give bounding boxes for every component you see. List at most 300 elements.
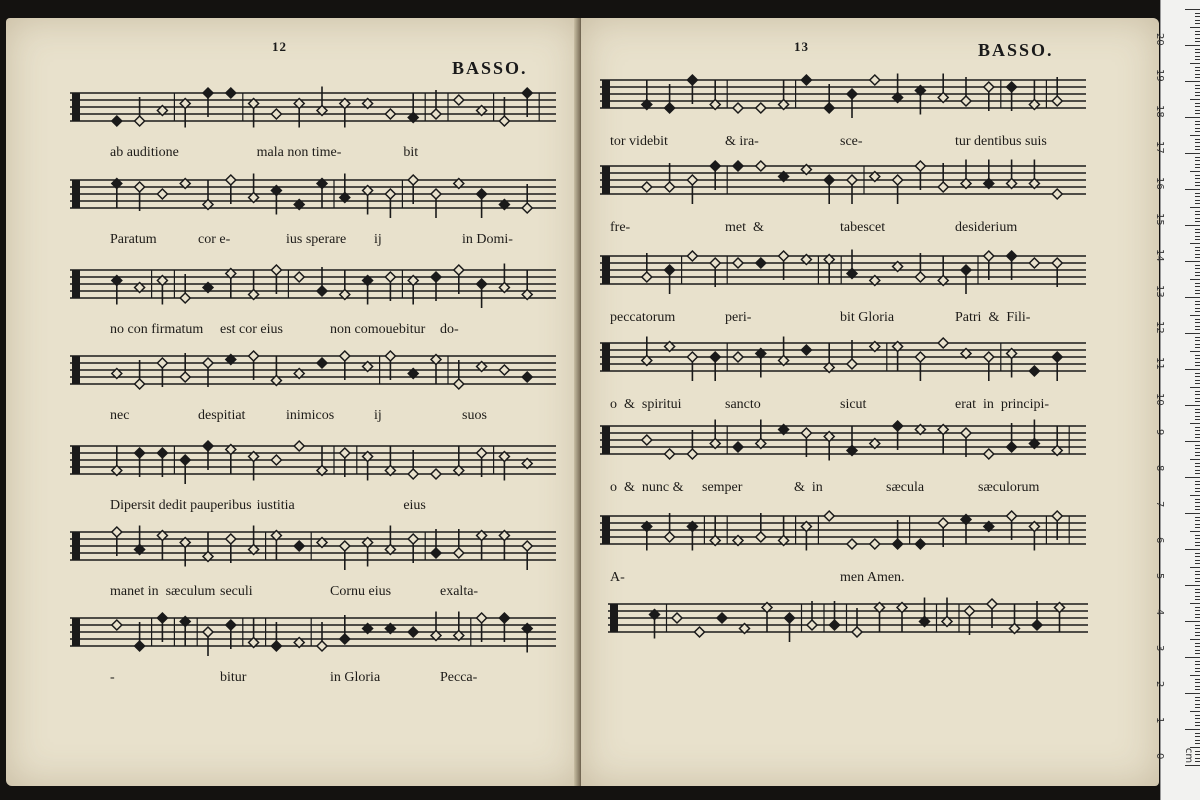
ruler-tick (1195, 455, 1200, 456)
clef-mark (72, 618, 80, 646)
note-head (1032, 620, 1042, 630)
note-head (317, 641, 327, 651)
note-head (431, 189, 441, 199)
ruler-unit: cm (1183, 747, 1195, 764)
note-head (779, 251, 789, 261)
ruler-tick (1195, 643, 1200, 644)
ruler-tick (1195, 700, 1200, 701)
left-staff-7 (70, 610, 556, 660)
note-head (733, 103, 743, 113)
ruler-tick (1195, 625, 1200, 626)
note-head (665, 103, 675, 113)
note-head (687, 75, 697, 85)
ruler-tick (1195, 232, 1200, 233)
note-head (938, 518, 948, 528)
ruler-tick (1195, 419, 1200, 420)
clef-mark (602, 516, 610, 544)
ruler-tick (1185, 621, 1200, 622)
note-head (112, 620, 122, 630)
ruler-tick (1195, 560, 1200, 561)
left-voice-label: BASSO. (452, 58, 528, 78)
clef-mark (72, 270, 80, 298)
ruler-tick (1185, 549, 1200, 550)
ruler-tick (1195, 196, 1200, 197)
ruler-tick (1195, 556, 1200, 557)
ruler-tick (1185, 297, 1200, 298)
note-head (687, 449, 697, 459)
note-head (687, 251, 697, 261)
note-head (642, 182, 652, 192)
ruler-tick (1185, 441, 1200, 442)
right-lyric-line-3-word: peri- (725, 310, 752, 325)
note-head (756, 532, 766, 542)
ruler-tick (1195, 736, 1200, 737)
left-lyric-line-1-word: mala non time- (256, 145, 342, 160)
ruler-tick (1190, 279, 1200, 280)
ruler-tick (1195, 13, 1200, 14)
ruler-tick (1195, 664, 1200, 665)
ruler-tick (1195, 520, 1200, 521)
ruler-tick (1190, 63, 1200, 64)
ruler-tick (1195, 517, 1200, 518)
ruler-label: 14 (1154, 249, 1165, 262)
ruler-tick (1195, 319, 1200, 320)
ruler-tick (1195, 463, 1200, 464)
ruler-tick (1195, 49, 1200, 50)
note-head (203, 358, 213, 368)
ruler-tick (1195, 535, 1200, 536)
ruler-tick (1190, 135, 1200, 136)
right-lyric-line-1-word: & ira- (725, 134, 759, 149)
note-head (961, 96, 971, 106)
ruler-tick (1195, 671, 1200, 672)
ruler-tick (1195, 257, 1200, 258)
left-lyric-line-2-word: cor e- (198, 232, 231, 247)
right-lyric-line-1-word: tor videbit (610, 134, 668, 149)
note-head (203, 441, 213, 451)
right-staff-4 (600, 335, 1086, 385)
ruler-tick (1195, 239, 1200, 240)
note-head (522, 88, 532, 98)
left-lyric-line-3-word: do- (440, 322, 459, 337)
ruler-tick (1195, 632, 1200, 633)
ruler-tick (1195, 149, 1200, 150)
ruler-tick (1195, 85, 1200, 86)
right-empty-staff (608, 596, 1088, 646)
ruler-tick (1195, 211, 1200, 212)
note-head (408, 534, 418, 544)
ruler-tick (1190, 567, 1200, 568)
ruler-tick (1185, 477, 1200, 478)
ruler-tick (1195, 725, 1200, 726)
ruler-tick (1195, 268, 1200, 269)
clef-mark (602, 256, 610, 284)
note-head (852, 627, 862, 637)
ruler-label: 15 (1154, 213, 1165, 226)
ruler-tick (1195, 599, 1200, 600)
ruler-label: 6 (1154, 537, 1165, 544)
ruler-tick (1195, 430, 1200, 431)
note-head (477, 279, 487, 289)
note-head (294, 272, 304, 282)
ruler-tick (1195, 401, 1200, 402)
ruler-tick (1195, 175, 1200, 176)
ruler-label: 11 (1154, 357, 1165, 370)
ruler-tick (1195, 344, 1200, 345)
right-staff-1-wrapper (600, 72, 1086, 122)
note-head (961, 265, 971, 275)
right-lyric-line-3-word: Patri & Fili- (955, 310, 1031, 325)
left-lyric-line-3-word: non comouebitur (330, 322, 426, 337)
note-head (965, 606, 975, 616)
ruler-tick (1195, 661, 1200, 662)
note-head (454, 548, 464, 558)
right-lyric-line-2-word: desiderium (955, 220, 1018, 235)
note-head (1007, 251, 1017, 261)
ruler-label: 4 (1154, 609, 1165, 616)
ruler-tick (1195, 650, 1200, 651)
right-lyric-line-1-word: sce- (840, 134, 863, 149)
ruler-label: 10 (1154, 393, 1165, 406)
ruler-tick (1195, 718, 1200, 719)
ruler-tick (1185, 153, 1200, 154)
ruler-tick (1185, 189, 1200, 190)
ruler-tick (1195, 416, 1200, 417)
note-head (717, 613, 727, 623)
note-head (1052, 511, 1062, 521)
note-head (824, 175, 834, 185)
ruler-tick (1190, 243, 1200, 244)
clef-mark (72, 446, 80, 474)
ruler-tick (1195, 499, 1200, 500)
left-lyric-line-5-word: Dipersit dedit pauperibus (110, 498, 252, 513)
note-head (642, 435, 652, 445)
note-head (180, 372, 190, 382)
note-head (893, 421, 903, 431)
left-lyric-line-2-word: in Domi- (462, 232, 513, 247)
ruler-tick (1195, 157, 1200, 158)
clef-mark (602, 80, 610, 108)
left-lyric-line-4-word: suos (462, 408, 487, 423)
left-staff-5-wrapper (70, 438, 556, 488)
ruler-tick (1195, 427, 1200, 428)
ruler-tick (1195, 236, 1200, 237)
ruler-tick (1190, 639, 1200, 640)
note-head (710, 352, 720, 362)
ruler-tick (1195, 373, 1200, 374)
ruler-tick (1195, 290, 1200, 291)
ruler-tick (1195, 329, 1200, 330)
ruler-tick (1190, 459, 1200, 460)
ruler-tick (1190, 387, 1200, 388)
ruler-tick (1195, 592, 1200, 593)
note-head (665, 449, 675, 459)
ruler-tick (1195, 131, 1200, 132)
ruler-tick (1195, 128, 1200, 129)
note-head (710, 258, 720, 268)
note-head (756, 103, 766, 113)
ruler-tick (1195, 322, 1200, 323)
ruler-tick (1195, 38, 1200, 39)
left-lyric-line-7-word: - (110, 670, 115, 685)
ruler-label: 8 (1154, 465, 1165, 472)
note-head (226, 175, 236, 185)
ruler-tick (1195, 365, 1200, 366)
left-lyric-line-4-word: nec (110, 408, 130, 423)
note-head (454, 379, 464, 389)
ruler-tick (1195, 596, 1200, 597)
ruler-tick (1195, 218, 1200, 219)
ruler-tick (1195, 355, 1200, 356)
ruler-tick (1185, 225, 1200, 226)
note-head (249, 351, 259, 361)
note-head (1007, 442, 1017, 452)
note-head (112, 116, 122, 126)
note-head (961, 428, 971, 438)
note-head (477, 613, 487, 623)
ruler-tick (1195, 106, 1200, 107)
note-head (756, 258, 766, 268)
ruler-tick (1195, 340, 1200, 341)
note-head (431, 548, 441, 558)
ruler-tick (1195, 56, 1200, 57)
left-lyric-line-1-word: bit (403, 145, 419, 160)
left-lyric-line-7-word: Pecca- (440, 670, 478, 685)
right-lyric-line-5-word: & in (794, 480, 823, 495)
right-lyric-line-5-word: semper (702, 480, 743, 495)
left-lyric-line-6-word: seculi (220, 584, 253, 599)
note-head (226, 88, 236, 98)
note-head (733, 442, 743, 452)
note-head (203, 627, 213, 637)
right-lyric-line-4-word: sancto (725, 397, 761, 412)
ruler-tick (1195, 448, 1200, 449)
ruler-label: 3 (1154, 645, 1165, 652)
left-lyric-line-6-word: manet in sæculum (110, 584, 216, 599)
note-head (1029, 258, 1039, 268)
note-head (340, 634, 350, 644)
left-staff-6 (70, 524, 556, 574)
note-head (317, 358, 327, 368)
right-lyric-line-2-word: met & (725, 220, 764, 235)
ruler-tick (1195, 538, 1200, 539)
ruler-label: 2 (1154, 681, 1165, 688)
ruler-tick (1195, 553, 1200, 554)
ruler-tick (1195, 380, 1200, 381)
ruler-tick (1195, 682, 1200, 683)
ruler-tick (1195, 707, 1200, 708)
ruler-tick (1195, 679, 1200, 680)
right-staff-4-wrapper (600, 335, 1086, 385)
ruler-tick (1190, 171, 1200, 172)
right-staff-3 (600, 248, 1086, 298)
ruler-tick (1190, 711, 1200, 712)
ruler-tick (1195, 740, 1200, 741)
clef-mark (72, 180, 80, 208)
note-head (695, 627, 705, 637)
note-head (785, 613, 795, 623)
ruler-tick (1195, 502, 1200, 503)
note-head (915, 539, 925, 549)
left-lyric-line-2-word: ius sperare (286, 232, 347, 247)
note-head (271, 265, 281, 275)
right-lyric-line-6-word: A- (610, 570, 625, 585)
ruler-tick (1195, 481, 1200, 482)
note-head (317, 286, 327, 296)
ruler-label: 0 (1154, 753, 1165, 760)
right-lyric-line-3-word: peccatorum (610, 310, 676, 325)
note-head (157, 189, 167, 199)
ruler-tick (1195, 182, 1200, 183)
ruler-label: 19 (1154, 69, 1165, 82)
left-lyric-line-4-word: despitiat (198, 408, 246, 423)
ruler-tick (1195, 301, 1200, 302)
note-head (294, 541, 304, 551)
ruler-tick (1195, 437, 1200, 438)
note-head (807, 620, 817, 630)
note-head (984, 251, 994, 261)
right-lyric-line-1-word: tur dentibus suis (955, 134, 1047, 149)
ruler-tick (1195, 347, 1200, 348)
note-head (135, 182, 145, 192)
note-head (385, 189, 395, 199)
right-lyric-line-6-word: men Amen. (840, 570, 905, 585)
note-head (408, 627, 418, 637)
note-head (1052, 189, 1062, 199)
note-head (180, 293, 190, 303)
left-lyric-line-2-word: Paratum (110, 232, 157, 247)
ruler-tick (1195, 524, 1200, 525)
ruler-tick (1195, 758, 1200, 759)
ruler-tick (1195, 200, 1200, 201)
note-head (665, 532, 675, 542)
right-lyric-line-4-word: erat in principi- (955, 397, 1050, 412)
ruler-tick (1195, 589, 1200, 590)
ruler-label: 16 (1154, 177, 1165, 190)
ruler-tick (1190, 423, 1200, 424)
ruler-tick (1185, 729, 1200, 730)
ruler-tick (1195, 733, 1200, 734)
right-lyric-line-2-word: fre- (610, 220, 631, 235)
note-head (756, 161, 766, 171)
ruler-tick (1195, 110, 1200, 111)
note-head (157, 358, 167, 368)
ruler-tick (1195, 142, 1200, 143)
ruler-tick (1195, 92, 1200, 93)
ruler-tick (1195, 275, 1200, 276)
note-head (642, 272, 652, 282)
note-head (499, 365, 509, 375)
ruler-tick (1195, 571, 1200, 572)
ruler-tick (1195, 146, 1200, 147)
left-staff-1-wrapper (70, 85, 556, 135)
left-staff-4 (70, 348, 556, 398)
ruler-tick (1190, 207, 1200, 208)
note-head (499, 613, 509, 623)
right-page-number: 13 (794, 39, 809, 54)
note-head (893, 175, 903, 185)
right-staff-3-wrapper (600, 248, 1086, 298)
ruler-label: 18 (1154, 105, 1165, 118)
left-lyric-line-6-word: exalta- (440, 584, 479, 599)
left-page-number: 12 (272, 39, 287, 54)
ruler-tick (1195, 67, 1200, 68)
note-head (431, 272, 441, 282)
note-head (180, 455, 190, 465)
ruler-tick (1195, 607, 1200, 608)
note-head (984, 449, 994, 459)
note-head (340, 541, 350, 551)
note-head (984, 82, 994, 92)
ruler-tick (1185, 693, 1200, 694)
left-lyric-line-7-word: bitur (220, 670, 247, 685)
ruler-tick (1195, 23, 1200, 24)
ruler-tick (1195, 88, 1200, 89)
right-staff-5 (600, 418, 1086, 468)
right-lyric-line-3-word: bit Gloria (840, 310, 895, 325)
ruler-tick (1195, 545, 1200, 546)
ruler-tick (1195, 686, 1200, 687)
ruler-tick (1195, 761, 1200, 762)
ruler-tick (1195, 121, 1200, 122)
note-head (135, 116, 145, 126)
left-lyric-line-5-word: iustitia (256, 498, 295, 513)
ruler-tick (1195, 103, 1200, 104)
note-head (408, 175, 418, 185)
ruler-tick (1195, 715, 1200, 716)
left-lyric-line-5-word: eius (403, 498, 426, 513)
ruler-tick (1195, 203, 1200, 204)
note-head (710, 161, 720, 171)
ruler-tick (1195, 610, 1200, 611)
ruler-tick (1195, 308, 1200, 309)
note-head (1052, 96, 1062, 106)
right-lyric-line-5-word: o & nunc & (610, 480, 684, 495)
ruler-tick (1195, 581, 1200, 582)
ruler-tick (1185, 765, 1200, 766)
ruler-tick (1185, 45, 1200, 46)
ruler-tick (1195, 722, 1200, 723)
ruler-tick (1195, 95, 1200, 96)
ruler-tick (1195, 293, 1200, 294)
ruler-label: 13 (1154, 285, 1165, 298)
ruler-tick (1195, 743, 1200, 744)
note-head (938, 338, 948, 348)
note-head (271, 641, 281, 651)
clef-mark (602, 426, 610, 454)
ruler-tick (1190, 603, 1200, 604)
ruler-tick (1195, 311, 1200, 312)
clef-mark (602, 343, 610, 371)
note-head (870, 75, 880, 85)
right-lyric-line-2-word: tabescet (840, 220, 886, 235)
ruler-tick (1195, 59, 1200, 60)
note-head (1007, 82, 1017, 92)
note-head (915, 352, 925, 362)
note-head (385, 351, 395, 361)
ruler-tick (1195, 20, 1200, 21)
note-head (733, 352, 743, 362)
note-head (135, 448, 145, 458)
left-staff-2-wrapper (70, 172, 556, 222)
ruler-tick (1195, 398, 1200, 399)
note-head (801, 75, 811, 85)
note-head (847, 175, 857, 185)
ruler-tick (1195, 509, 1200, 510)
ruler-tick (1195, 668, 1200, 669)
ruler-label: 20 (1154, 33, 1165, 46)
right-lyric-line-4-word: o & spiritui (610, 397, 682, 412)
